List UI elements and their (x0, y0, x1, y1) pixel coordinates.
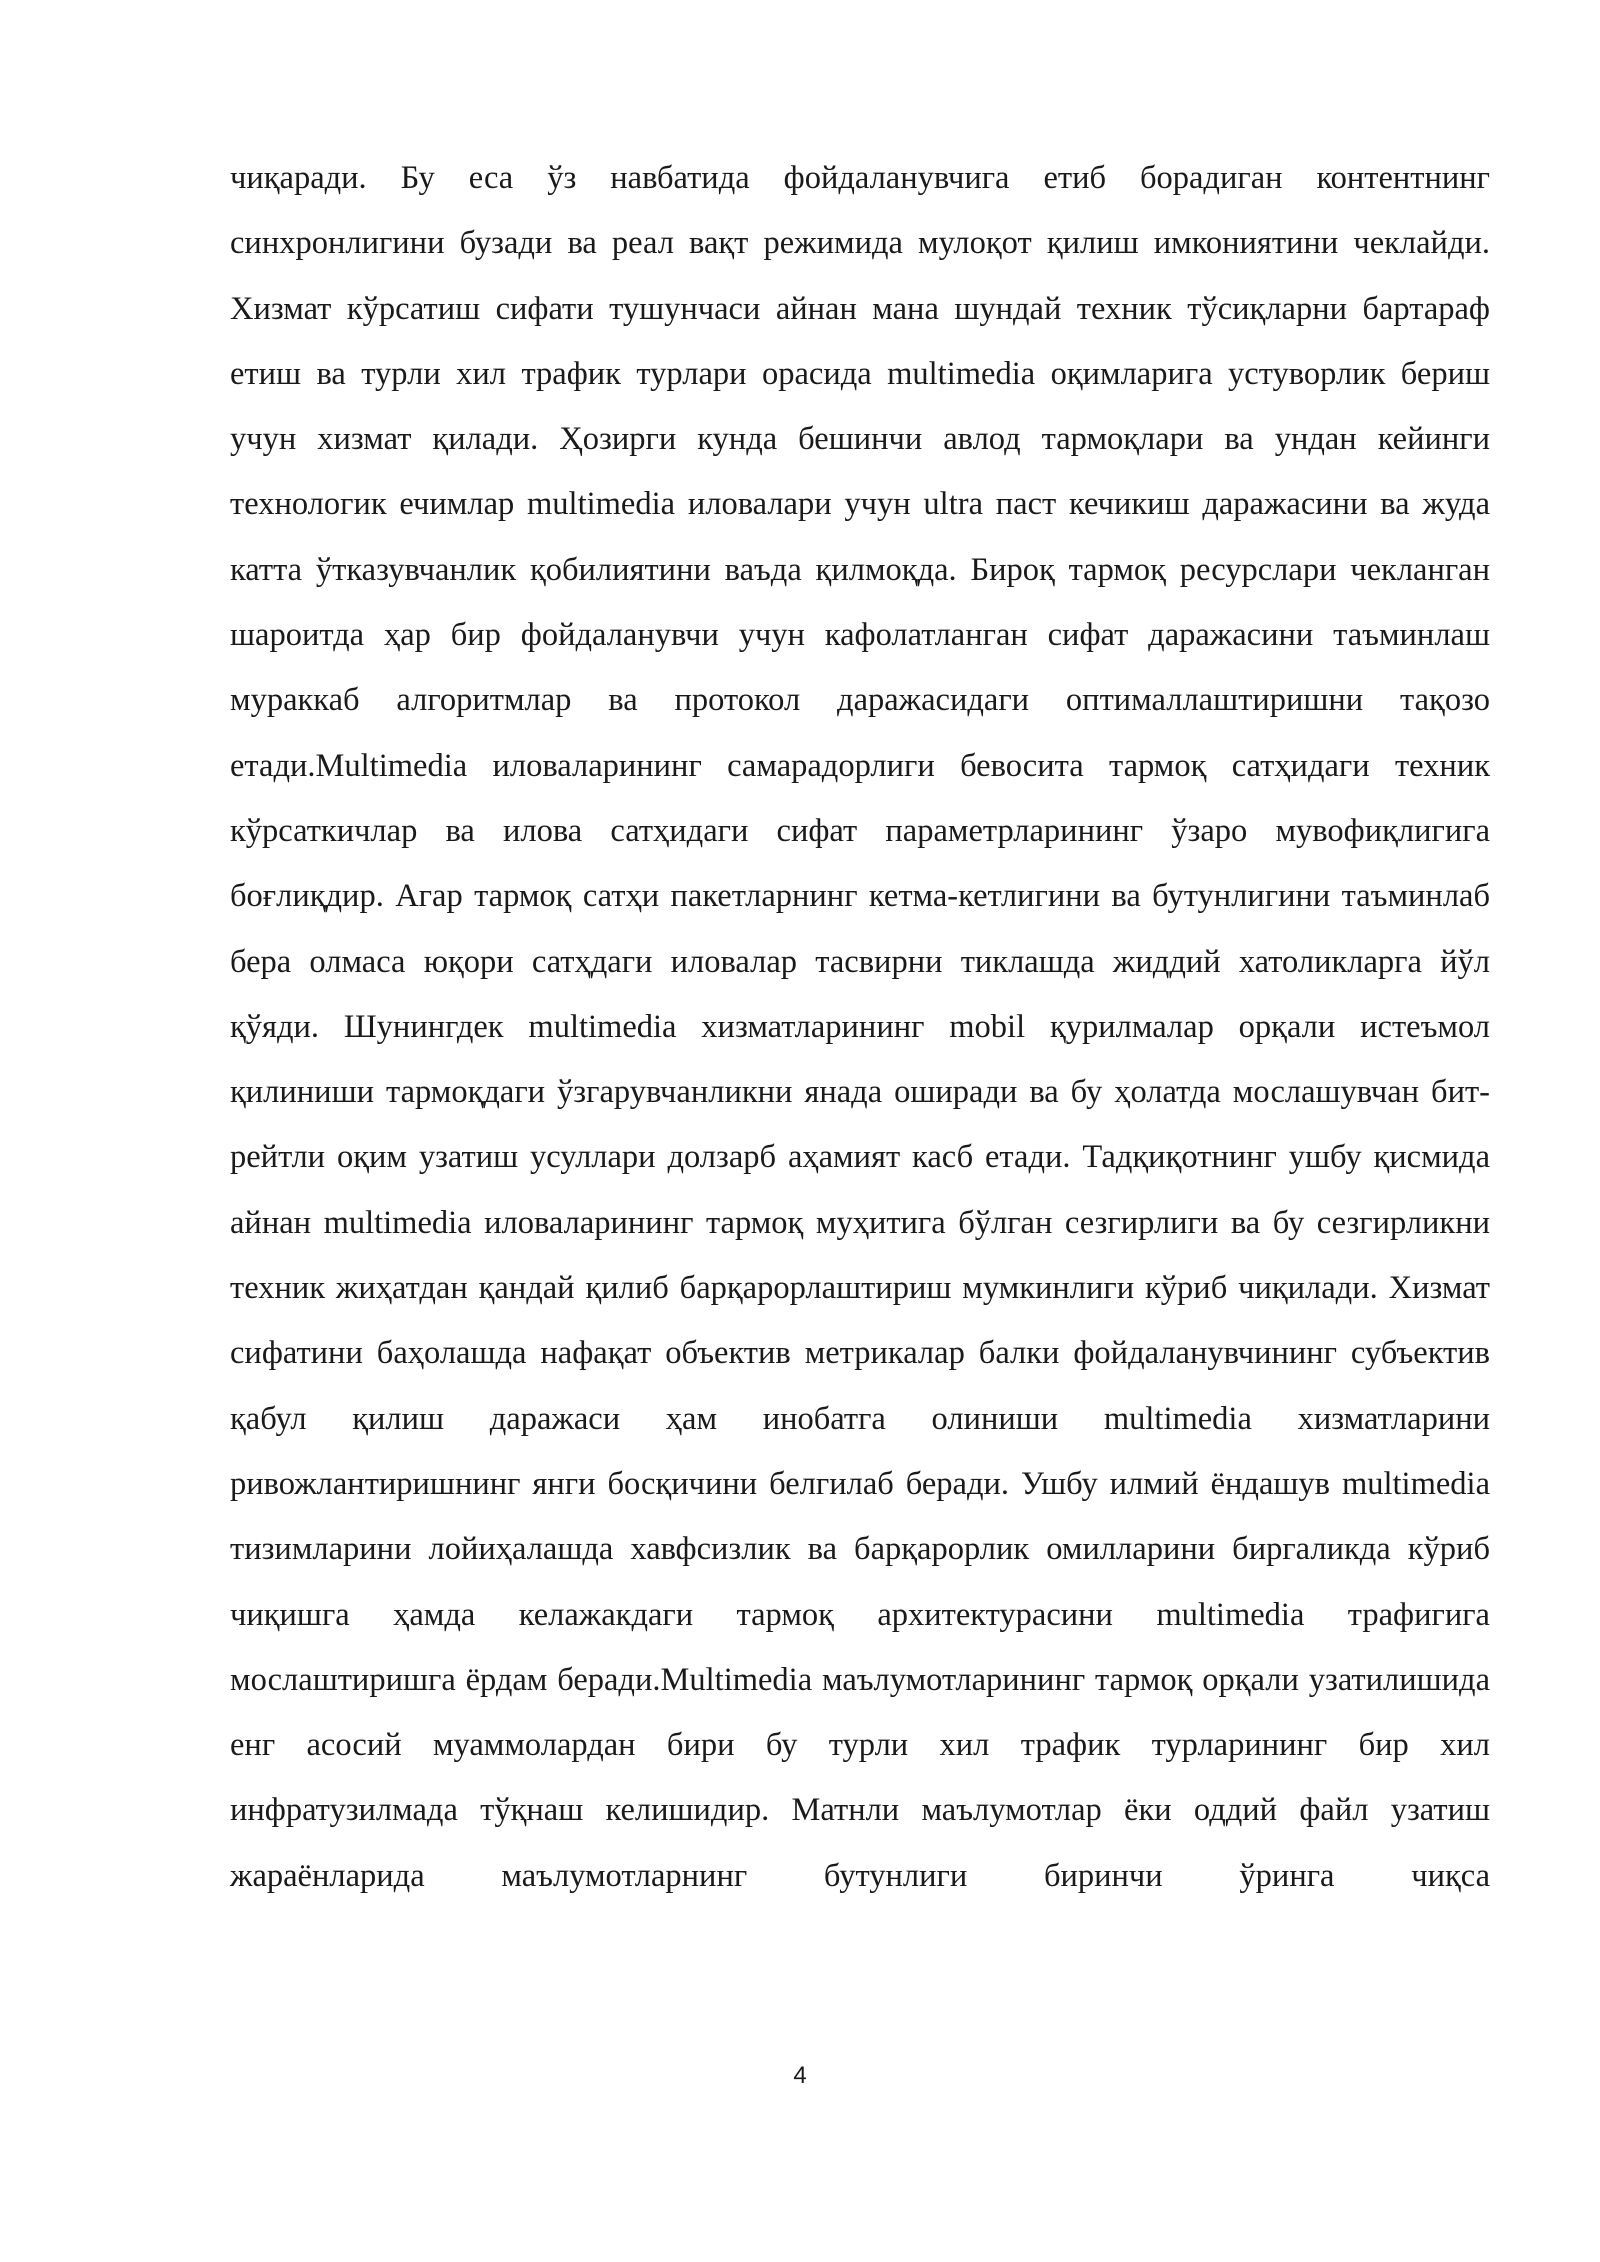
body-paragraph: чиқаради. Бу еса ўз навбатида фойдаланувчига етиб борадиган контентнинг синхронлигини бузади ва реал вақт режимида мулоқот қилиш имкониятини чеклайди. Хизмат кўрсатиш сифати тушунчаси айнан мана шундай техник тўсиқларни бартараф етиш ва турли хил трафик турлари орасида multimedia оқимларига устуворлик бериш учун хизмат қилади. Ҳозирги кунда бешинчи авлод тармоқлари ва ундан кейинги технологик ечимлар multimedia иловалари учун ultra паст кечикиш даражасини ва жуда катта ўтказувчанлик қобилиятини ваъда қилмоқда. Бироқ тармоқ ресурслари чекланган шароитда ҳар бир фойдаланувчи учун кафолатланган сифат даражасини таъминлаш мураккаб алгоритмлар ва протокол даражасидаги оптималлаштиришни тақозо етади.Multimedia иловаларининг самарадорлиги бевосита тармоқ сатҳидаги техник кўрсаткичлар ва илова сатҳидаги сифат параметрларининг ўзаро мувофиқлигига боғлиқдир. Агар тармоқ сатҳи пакетларнинг кетма-кетлигини ва бутунлигини таъминлаб бера олмаса юқори сатҳдаги иловалар тасвирни тиклашда жиддий хатоликларга йўл қўяди. Шунингдек multimedia хизматларининг mobil қурилмалар орқали истеъмол қилиниши тармоқдаги ўзгарувчанликни янада оширади ва бу ҳолатда мослашувчан бит-рейтли оқим узатиш усуллари долзарб аҳамият касб етади. Тадқиқотнинг ушбу қисмида айнан multimedia иловаларининг тармоқ муҳитига бўлган сезгирлиги ва бу сезгирликни техник жиҳатдан қандай қилиб барқарорлаштириш мумкинлиги кўриб чиқилади. Хизмат сифатини баҳолашда нафақат объектив метрикалар балки фойдаланувчининг субъектив қабул қилиш даражаси ҳам инобатга олиниши multimedia хизматларини ривожлантиришнинг янги босқичини белгилаб беради. Ушбу илмий ёндашув multimedia тизимларини лойиҳалашда хавфсизлик ва барқарорлик омилларини биргаликда кўриб чиқишга ҳамда келажакдаги тармоқ архитектурасини multimedia трафигига мослаштиришга ёрдам беради.Multimedia маълумотларининг тармоқ орқали узатилишида енг асосий муаммолардан бири бу турли хил трафик турларининг бир хил инфратузилмада тўқнаш келишидир. Матнли маълумотлар ёки оддий файл узатиш жараёнларида маълумотларнинг бутунлиги биринчи ўринга чиқса (230, 160, 1490, 1894)
page-number: 4 (793, 2062, 807, 2089)
